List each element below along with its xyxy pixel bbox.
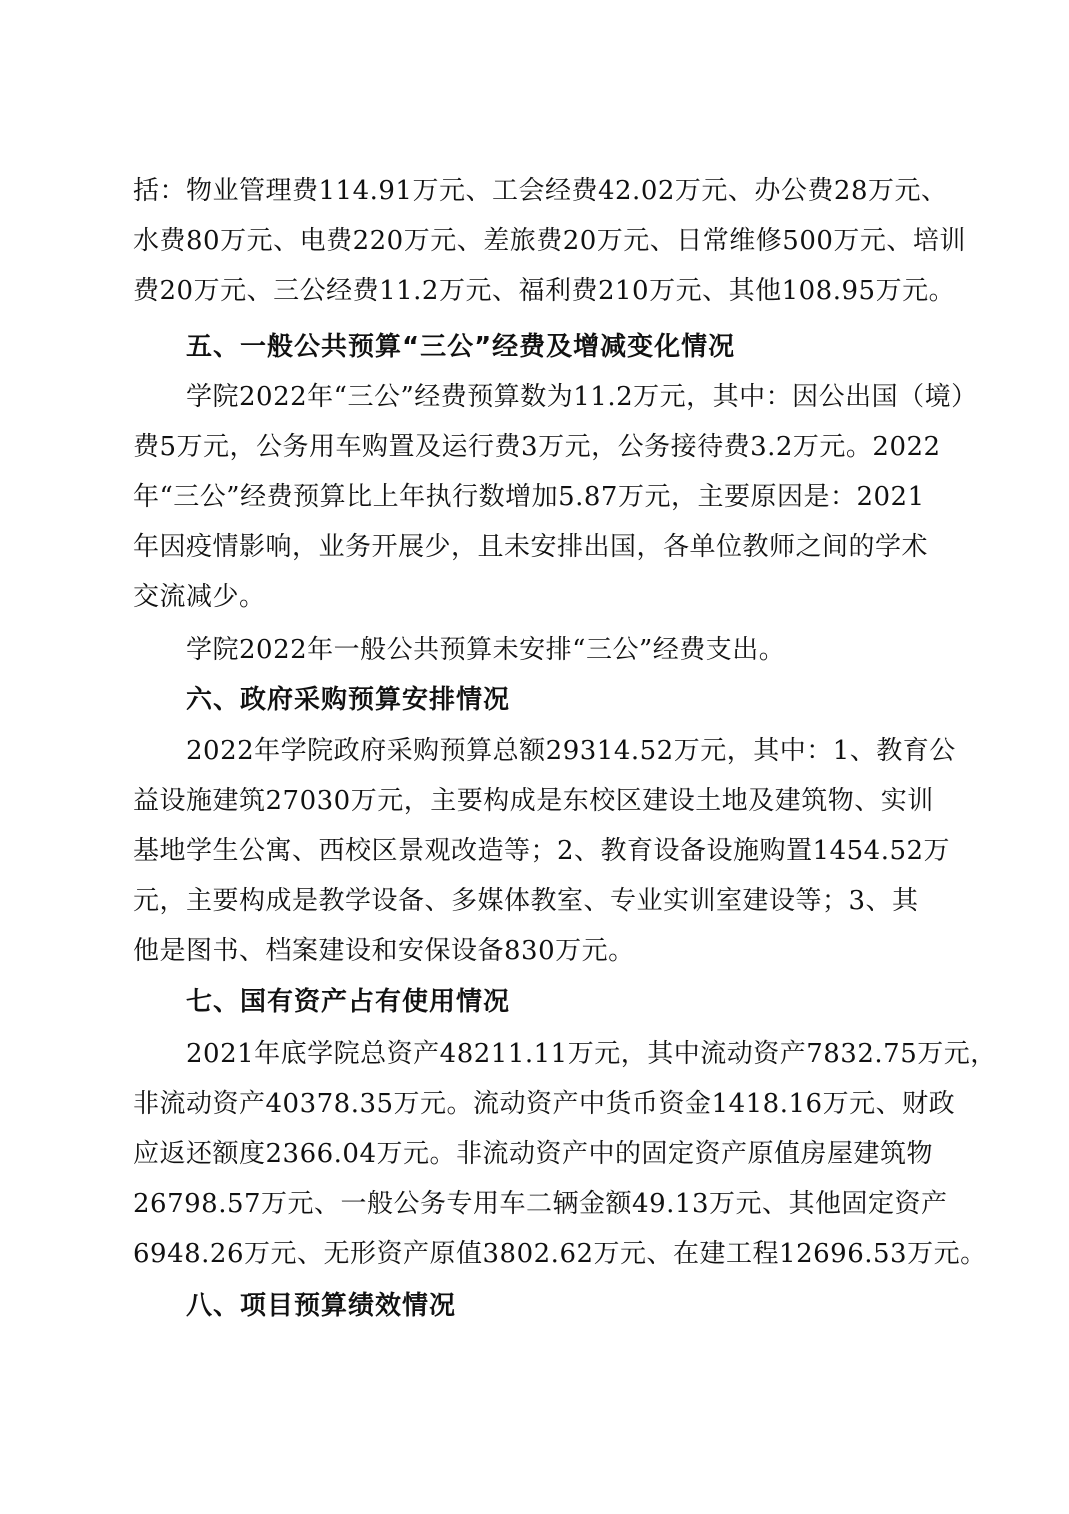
section-heading-8-block bbox=[133, 1281, 941, 1331]
paragraph-three-public bbox=[133, 372, 978, 622]
section-heading-5: 五、一般公共预算“三公”经费及增减变化情况 bbox=[186, 332, 736, 362]
text-line: 益设施建筑27030万元，主要构成是东校区建设土地及建筑物、实训 bbox=[133, 786, 934, 816]
paragraph-expenses bbox=[133, 166, 966, 316]
section-heading-6: 六、政府采购预算安排情况 bbox=[186, 685, 511, 715]
text-line: 年因疫情影响，业务开展少，且未安排出国，各单位教师之间的学术 bbox=[133, 532, 929, 562]
text-line: 费20万元、三公经费11.2万元、福利费210万元、其他108.95万元。 bbox=[133, 276, 956, 306]
text-line: 2021年底学院总资产48211.11万元，其中流动资产7832.75万元， bbox=[186, 1039, 997, 1069]
section-heading-5-block bbox=[133, 322, 941, 372]
text-line: 学院2022年一般公共预算未安排“三公”经费支出。 bbox=[186, 635, 786, 665]
paragraph-assets bbox=[133, 1029, 997, 1279]
paragraph-general-budget bbox=[133, 625, 941, 675]
text-line: 元，主要构成是教学设备、多媒体教室、专业实训室建设等；3、其 bbox=[133, 886, 919, 916]
section-heading-7: 七、国有资产占有使用情况 bbox=[186, 987, 511, 1017]
text-line: 26798.57万元、一般公务专用车二辆金额49.13万元、其他固定资产 bbox=[133, 1189, 948, 1219]
text-line: 2022年学院政府采购预算总额29314.52万元，其中：1、教育公 bbox=[186, 736, 956, 766]
text-line: 非流动资产40378.35万元。流动资产中货币资金1418.16万元、财政 bbox=[133, 1089, 956, 1119]
section-heading-6-block bbox=[133, 675, 941, 725]
section-heading-8: 八、项目预算绩效情况 bbox=[186, 1291, 457, 1321]
text-line: 6948.26万元、无形资产原值3802.62万元、在建工程12696.53万元。 bbox=[133, 1239, 987, 1269]
text-line: 他是图书、档案建设和安保设备830万元。 bbox=[133, 936, 635, 966]
text-line: 水费80万元、电费220万元、差旅费20万元、日常维修500万元、培训 bbox=[133, 226, 966, 256]
text-line: 基地学生公寓、西校区景观改造等；2、教育设备设施购置1454.52万 bbox=[133, 836, 951, 866]
text-line: 年“三公”经费预算比上年执行数增加5.87万元，主要原因是：2021 bbox=[133, 482, 925, 512]
text-line: 括：物业管理费114.91万元、工会经费42.02万元、办公费28万元、 bbox=[133, 176, 948, 206]
text-line: 学院2022年“三公”经费预算数为11.2万元，其中：因公出国（境） bbox=[186, 382, 978, 412]
text-line: 应返还额度2366.04万元。非流动资产中的固定资产原值房屋建筑物 bbox=[133, 1139, 934, 1169]
text-line: 费5万元，公务用车购置及运行费3万元，公务接待费3.2万元。2022 bbox=[133, 432, 941, 462]
paragraph-procurement bbox=[133, 726, 956, 976]
text-line: 交流减少。 bbox=[133, 582, 266, 612]
section-heading-7-block bbox=[133, 977, 941, 1027]
